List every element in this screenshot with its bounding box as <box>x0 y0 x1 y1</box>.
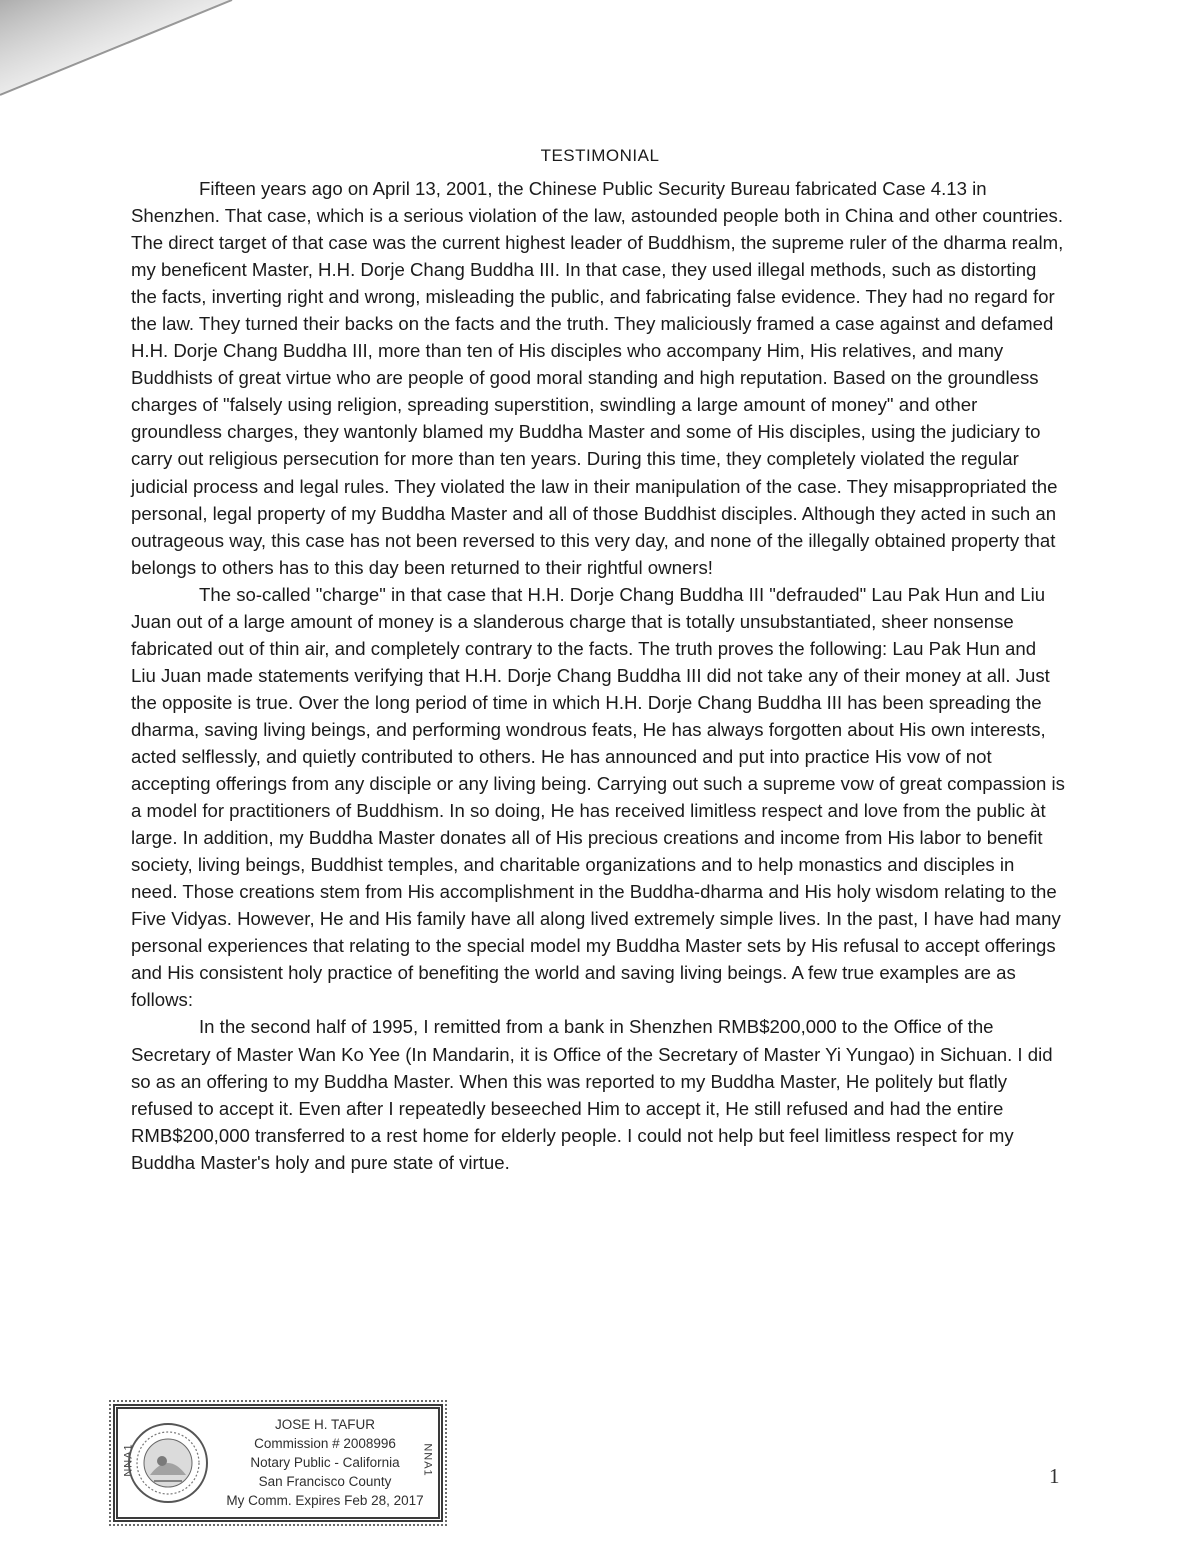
stamp-side-label: NNA1 <box>421 1443 434 1477</box>
stamp-side-label: NNA1 <box>122 1443 135 1477</box>
paragraph: In the second half of 1995, I remitted from a bank in Shenzhen RMB$200,000 to the Office of the Secretary of Master Wan Ko Yee (In Mandarin, it is Office of the Secretary of Master Yi Yungao) in Sichuan. I did so as an offering to my Buddha Master. When this was reported to my Buddha Master, He politely but flatly refused to accept it. Even after I repeatedly beseeched Him to accept it, He still refused and had the entire RMB$200,000 transferred to a rest home for elderly people. I could not help but feel limitless respect for my Buddha Master's holy and pure state of virtue. <box>131 1016 1053 1173</box>
state-seal-icon <box>126 1421 210 1505</box>
scan-fold-shadow <box>0 0 1200 170</box>
paragraph: The so-called "charge" in that case that H.H. Dorje Chang Buddha III "defrauded" Lau Pak Hun and Liu Juan out of a large amount of money is a slanderous charge that is totally unsubstantiated, sheer nonsense fabricated out of thin air, and completely contrary to the facts. The truth proves the following: Lau Pak Hun and Liu Juan made statements verifying that H.H. Dorje Chang Buddha III did not take any of their money at all. Just the opposite is true. Over the long period of time in which H.H. Dorje Chang Buddha III has been spreading the dharma, saving living beings, and performing wondrous feats, He has always forgotten about His own interests, acted selflessly, and quietly contributed to others. He has announced and put into practice His vow of not accepting offerings from any disciple or any living being. Carrying out such a supreme vow of great compassion is a model for practitioners of Buddhism. In so doing, He has received limitless respect and love from the public àt large. In addition, my Buddha Master donates all of His precious creations and income from His labor to benefit society, living beings, Buddhist temples, and charitable organizations and to help monastics and disciples in need. Those creations stem from His accomplishment in the Buddha-dharma and His holy wisdom relating to the Five Vidyas. However, He and His family have all along lived extremely simple lives. In the past, I have had many personal experiences that relating to the special model my Buddha Master sets by His refusal to accept offerings and His consistent holy practice of benefiting the world and saving living beings. A few true examples are as follows: <box>131 583 1065 1011</box>
notary-name: JOSE H. TAFUR <box>274 1417 375 1432</box>
notary-stamp <box>113 1404 443 1522</box>
paragraph: Fifteen years ago on April 13, 2001, the Chinese Public Security Bureau fabricated Case 4.13 in Shenzhen. That case, which is a serious violation of the law, astounded people both in China and other countries. The direct target of that case was the current highest leader of Buddhism, the supreme ruler of the dharma realm, my beneficent Master, H.H. Dorje Chang Buddha III. In that case, they used illegal methods, such as distorting the facts, inverting right and wrong, misleading the public, and fabricating false evidence. They had no regard for the law. They turned their backs on the facts and the truth. They maliciously framed a case against and defamed H.H. Dorje Chang Buddha III, more than ten of His disciples who accompany Him, His relatives, and many Buddhists of great virtue who are people of good moral standing and high reputation. Based on the groundless charges of "falsely using religion, spreading superstition, swindling a large amount of money" and other groundless charges, they wantonly blamed my Buddha Master and some of His disciples, using the judiciary to carry out religious persecution for more than ten years. During this time, they completely violated the regular judicial process and legal rules. They violated the law in their manipulation of the case. They misappropriated the personal, legal property of my Buddha Master and all of those Buddhist disciples. Although they acted in such an outrageous way, this case has not been reversed to this very day, and none of the illegally obtained property that belongs to others has to this day been returned to their rightful owners! <box>131 178 1064 578</box>
notary-title: Notary Public - California <box>250 1455 400 1470</box>
notary-expiration: My Comm. Expires Feb 28, 2017 <box>226 1493 424 1508</box>
notary-county: San Francisco County <box>258 1474 392 1489</box>
document-body <box>131 175 1066 1176</box>
stamp-text <box>214 1415 436 1510</box>
page-number: 1 <box>1049 1464 1060 1488</box>
document-title: TESTIMONIAL <box>540 146 660 165</box>
notary-commission: Commission # 2008996 <box>254 1436 396 1451</box>
